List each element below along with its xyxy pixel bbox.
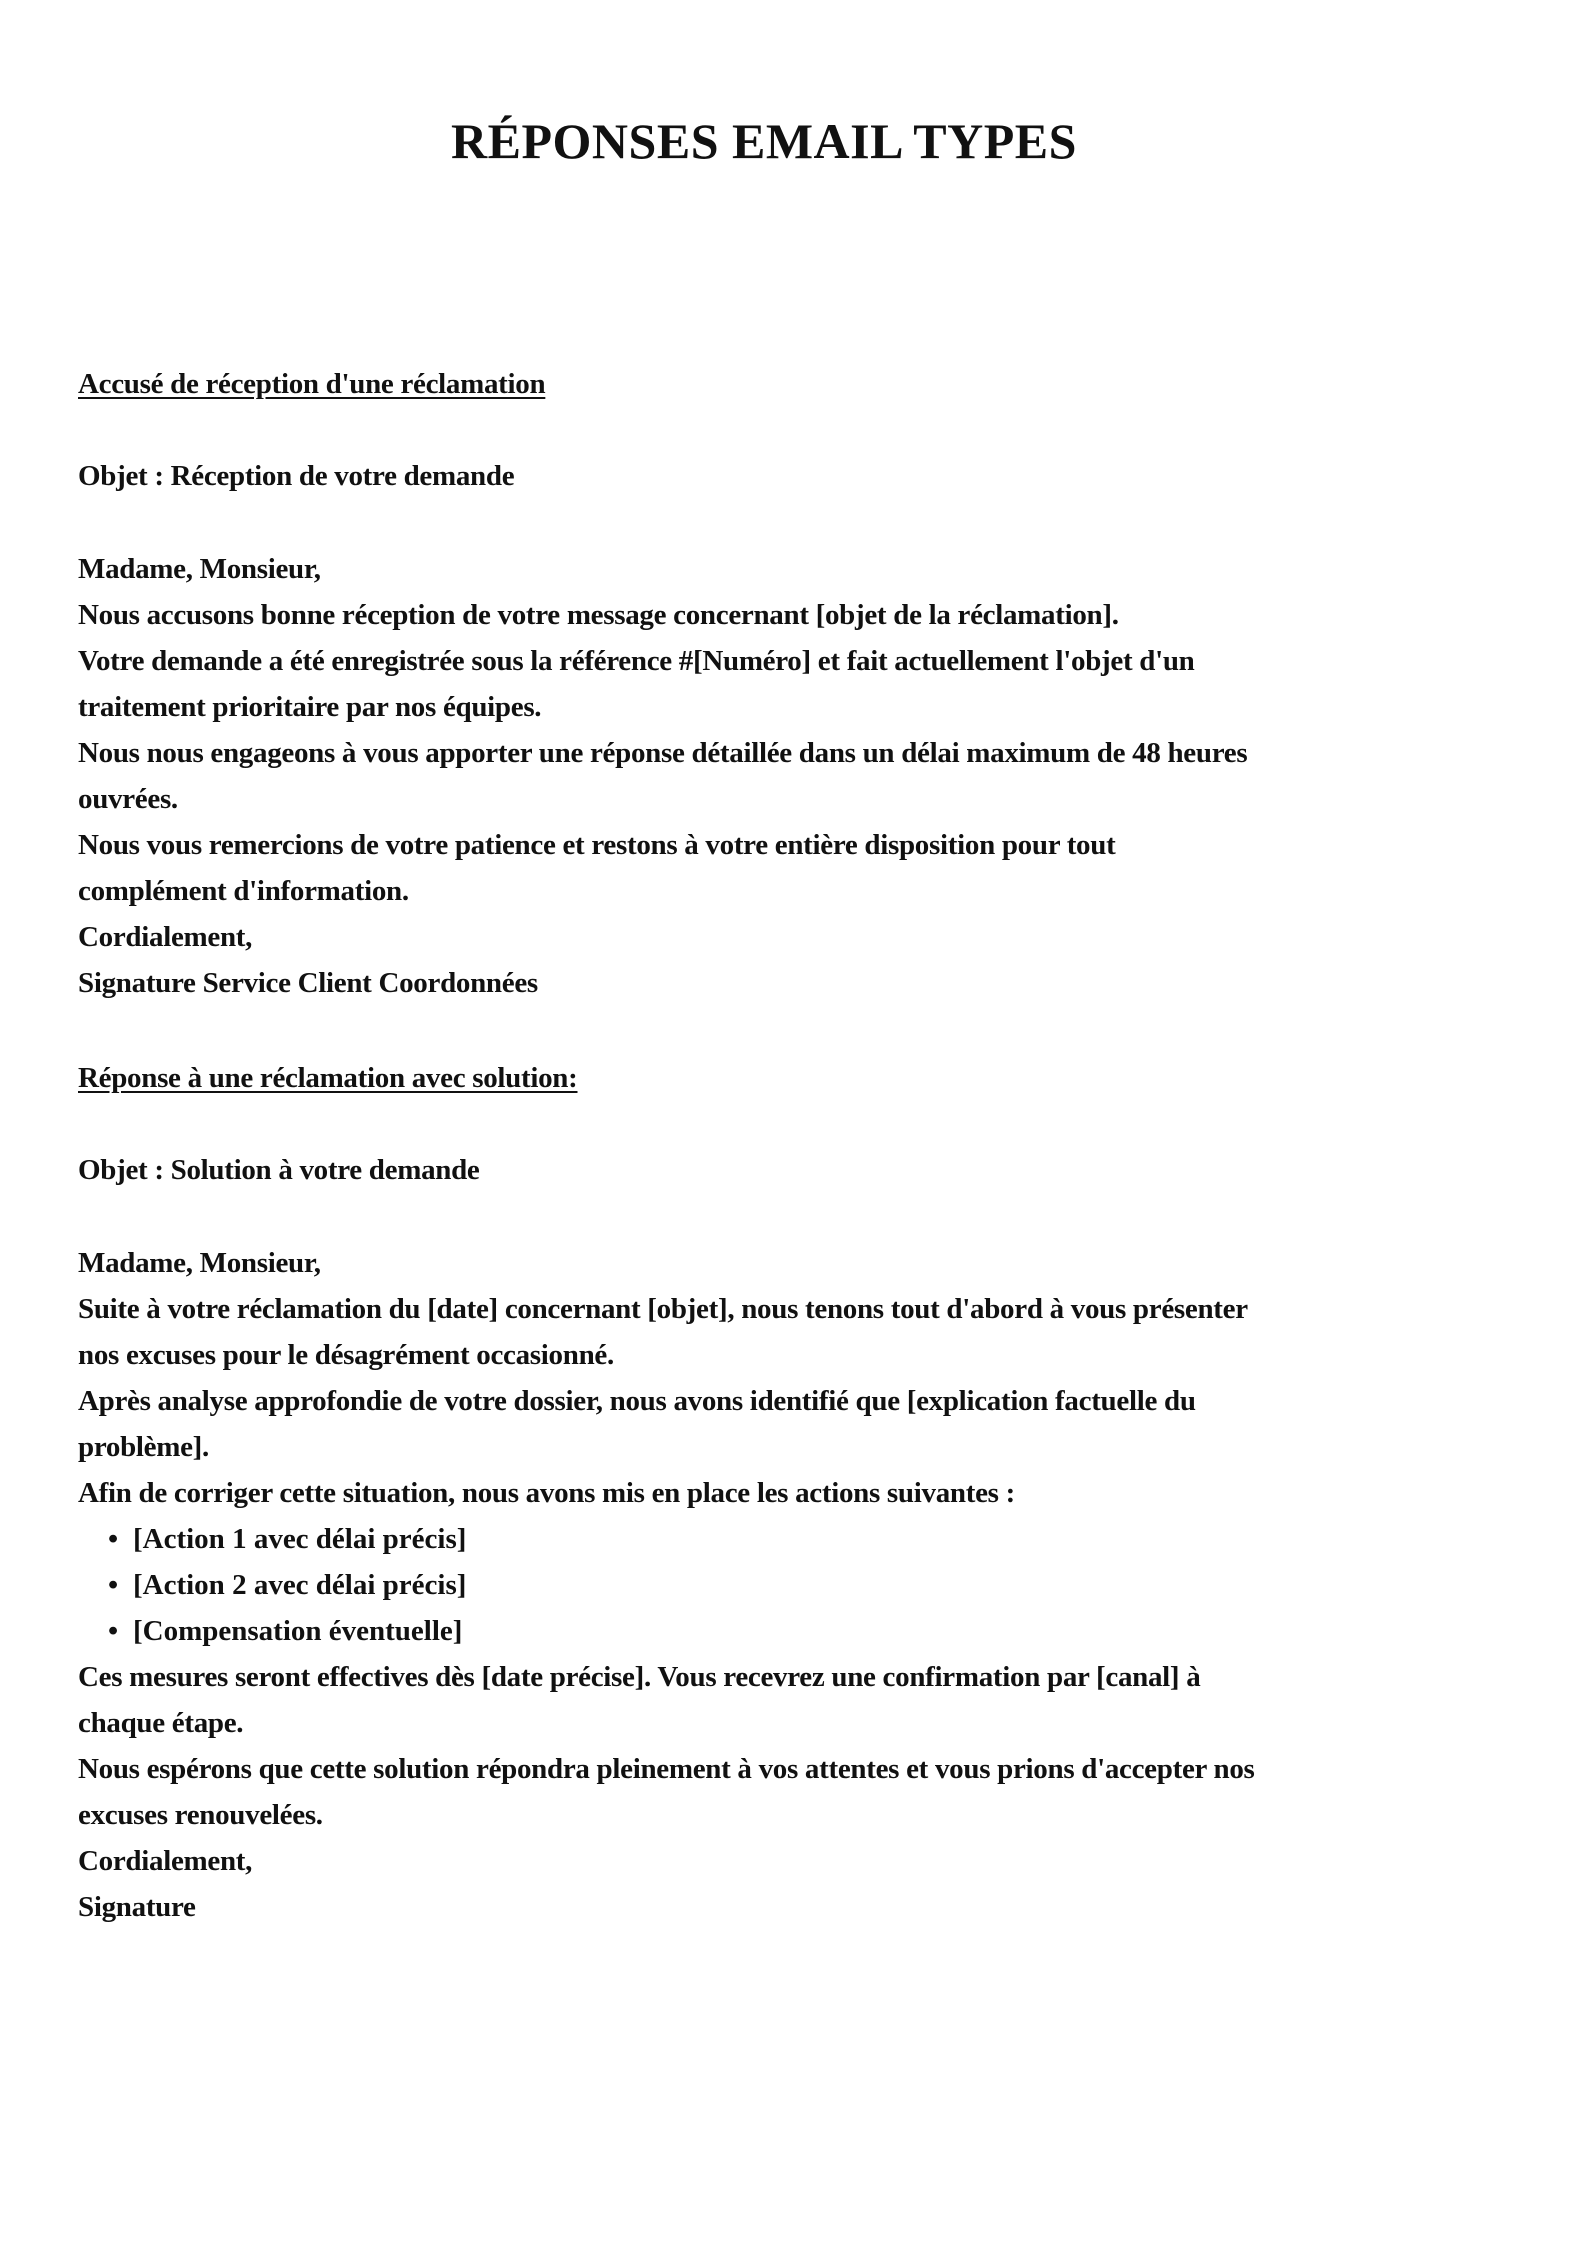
body-line: Votre demande a été enregistrée sous la référence #[Numéro] et fait actuellement l'objet d'un bbox=[78, 645, 1195, 677]
list-item: • [Action 1 avec délai précis] bbox=[78, 1516, 1528, 1562]
page-title: RÉPONSES EMAIL TYPES bbox=[451, 113, 1077, 169]
action-list bbox=[78, 1516, 1528, 1654]
section-2-subject-block bbox=[78, 1147, 1528, 1193]
signature: Signature Service Client Coordonnées bbox=[78, 967, 538, 999]
body-line: ouvrées. bbox=[78, 783, 178, 815]
body-line: nos excuses pour le désagrément occasionné. bbox=[78, 1339, 614, 1371]
body-line: Nous nous engageons à vous apporter une réponse détaillée dans un délai maximum de 48 heures bbox=[78, 737, 1248, 769]
body-line: Ces mesures seront effectives dès [date précise]. Vous recevrez une confirmation par [canal] à bbox=[78, 1661, 1201, 1693]
closing: Cordialement, bbox=[78, 921, 253, 953]
body-line: Nous espérons que cette solution répondra pleinement à vos attentes et vous prions d'accepter nos bbox=[78, 1753, 1255, 1785]
closing: Cordialement, bbox=[78, 1845, 253, 1877]
body-line: Après analyse approfondie de votre dossier, nous avons identifié que [explication factuelle du bbox=[78, 1385, 1196, 1417]
section-heading bbox=[78, 1055, 1528, 1101]
section-1-heading: Accusé de réception d'une réclamation bbox=[78, 368, 546, 400]
section-heading bbox=[78, 361, 1528, 407]
body-line: Madame, Monsieur, bbox=[78, 553, 321, 585]
body-line: Suite à votre réclamation du [date] concernant [objet], nous tenons tout d'abord à vous présenter bbox=[78, 1293, 1248, 1325]
body-line: excuses renouvelées. bbox=[78, 1799, 323, 1831]
section-2-subject: Objet : Solution à votre demande bbox=[78, 1154, 480, 1186]
body-line: complément d'information. bbox=[78, 875, 409, 907]
body-line: problème]. bbox=[78, 1431, 209, 1463]
section-1-body bbox=[78, 546, 1528, 1006]
body-line: chaque étape. bbox=[78, 1707, 244, 1739]
section-1-subject: Objet : Réception de votre demande bbox=[78, 460, 515, 492]
body-line: Nous accusons bonne réception de votre message concernant [objet de la réclamation]. bbox=[78, 599, 1119, 631]
body-line: Nous vous remercions de votre patience et restons à votre entière disposition pour tout bbox=[78, 829, 1116, 861]
list-item: • [Action 2 avec délai précis] bbox=[78, 1562, 1528, 1608]
body-line: traitement prioritaire par nos équipes. bbox=[78, 691, 542, 723]
section-2-body bbox=[78, 1240, 1528, 1930]
signature: Signature bbox=[78, 1891, 196, 1923]
section-2-heading: Réponse à une réclamation avec solution: bbox=[78, 1062, 578, 1094]
body-line: Madame, Monsieur, bbox=[78, 1247, 321, 1279]
body-line: Afin de corriger cette situation, nous avons mis en place les actions suivantes : bbox=[78, 1477, 1015, 1509]
section-1-subject-block bbox=[78, 453, 1528, 499]
list-item: • [Compensation éventuelle] bbox=[78, 1608, 1528, 1654]
